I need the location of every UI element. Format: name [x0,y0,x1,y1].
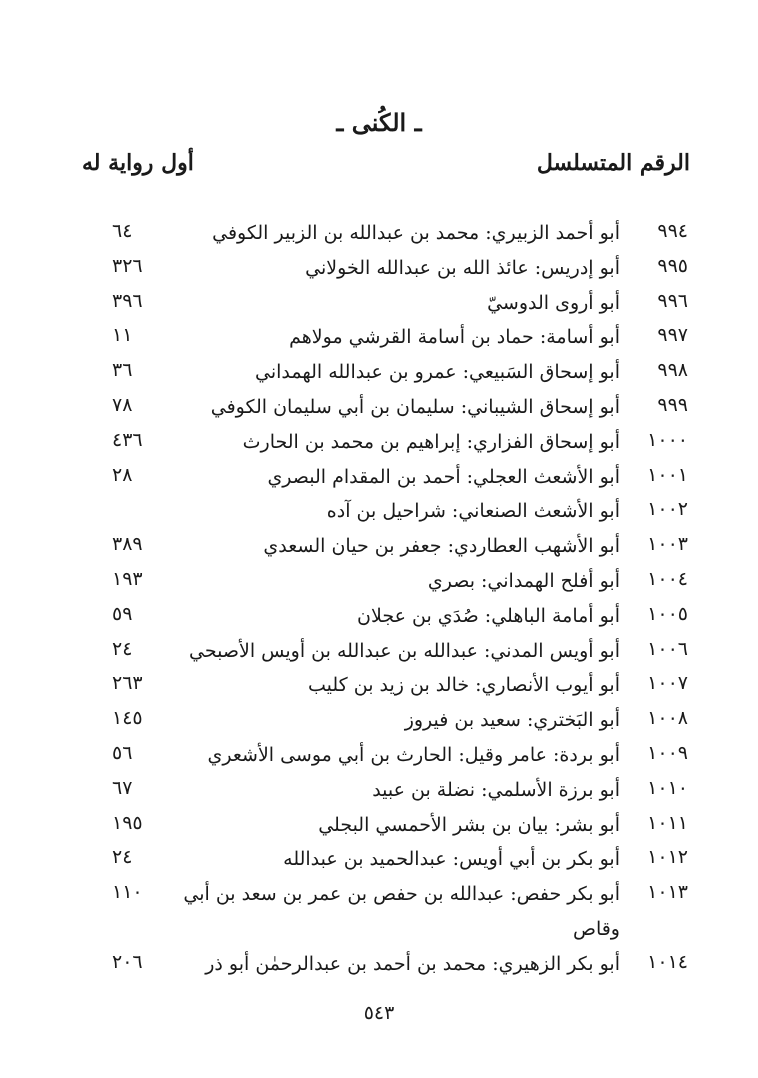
serial-number: ١٠٠٨ [647,707,688,730]
entry-name: أبو الأشعث الصنعاني: شراحيل بن آده [326,500,620,523]
first-narration-page: ١٤٥ [112,707,143,730]
serial-number: ١٠١١ [647,811,688,834]
serial-number: ١٠٠٠ [647,428,688,451]
list-item [0,773,758,808]
list-item [0,634,758,669]
list-item [0,216,758,251]
serial-number: ١٠٠١ [647,463,688,486]
serial-number: ١٠٠٦ [647,637,688,660]
list-item [0,390,758,425]
entry-name: أبو أمامة الباهلي: صُدَي بن عجلان [357,604,620,627]
list-item [0,529,758,564]
serial-number-header: الرقم المتسلسل [536,150,690,176]
first-narration-page: ٢٤ [112,637,133,660]
list-item [0,808,758,843]
entry-name: أبو الأشعث العجلي: أحمد بن المقدام البصري [267,465,620,488]
first-narration-page: ٣٦ [112,359,133,382]
serial-number: ١٠٠٩ [647,741,688,764]
first-narration-page: ٢٠٦ [112,951,143,974]
list-item [0,494,758,529]
entry-name: أبو بكر الزهيري: محمد بن أحمد بن عبدالرحمٰن أبو ذر [205,953,620,976]
list-item [0,947,758,982]
serial-number: ٩٩٨ [657,359,688,382]
entries-list [0,216,758,982]
serial-number: ١٠١٠ [647,776,688,799]
entry-name: أبو بكر حفص: عبدالله بن حفص بن عمر بن سعد بن أبي وقاص [183,883,620,941]
serial-number: ١٠٠٢ [647,498,688,521]
first-narration-page: ١٩٣ [112,567,143,590]
serial-number: ٩٩٩ [657,393,688,416]
serial-number: ٩٩٧ [657,324,688,347]
entry-name: أبو إسحاق الشيباني: سليمان بن أبي سليمان الكوفي [210,395,620,418]
entry-name: أبو برزة الأسلمي: نضلة بن عبيد [372,778,620,801]
first-narration-page: ١٩٥ [112,811,143,834]
entry-name: أبو أحمد الزبيري: محمد بن عبدالله بن الزبير الكوفي [212,222,620,244]
first-narration-page: ٦٧ [112,776,133,799]
list-item [0,460,758,495]
serial-number: ١٠١٣ [647,881,688,904]
first-narration-header: أول رواية له [82,150,194,176]
first-narration-page: ٥٦ [112,741,133,764]
first-narration-page: ٢٨ [112,463,133,486]
list-item [0,668,758,703]
first-narration-page: ٣٨٩ [112,533,143,556]
first-narration-page: ١١ [112,324,133,347]
first-narration-page: ٢٤ [112,846,133,869]
list-item [0,564,758,599]
serial-number: ٩٩٤ [657,220,688,242]
first-narration-page: ٥٩ [112,602,133,625]
list-item [0,599,758,634]
entry-name: أبو بشر: بيان بن بشر الأحمسي البجلي [318,813,620,836]
serial-number: ١٠٠٥ [647,602,688,625]
serial-number: ١٠٠٧ [647,672,688,695]
entry-name: أبو الأشهب العطاردي: جعفر بن حيان السعدي [263,535,620,558]
entry-name: أبو بكر بن أبي أويس: عبدالحميد بن عبدالله [283,848,620,871]
entry-name: أبو أسامة: حماد بن أسامة القرشي مولاهم [289,326,620,349]
entry-name: أبو إسحاق السَبيعي: عمرو بن عبدالله الهمداني [254,361,620,384]
entry-name: أبو بردة: عامر وقيل: الحارث بن أبي موسى الأشعري [207,743,620,766]
serial-number: ٩٩٥ [657,254,688,277]
list-item [0,703,758,738]
list-item [0,355,758,390]
list-item [0,738,758,773]
list-item [0,320,758,355]
serial-number: ١٠١٢ [647,846,688,869]
first-narration-page: ٣٢٦ [112,254,143,277]
entry-name: أبو البَختري: سعيد بن فيروز [404,709,620,732]
entry-name: أبو أويس المدني: عبدالله بن عبدالله بن أويس الأصبحي [189,639,620,662]
page-number: ٥٤٣ [363,1002,395,1024]
list-item [0,425,758,460]
first-narration-page: ٣٩٦ [112,289,143,312]
entry-name: أبو إسحاق الفزاري: إبراهيم بن محمد بن الحارث [242,430,620,453]
first-narration-page: ٢٦٣ [112,672,143,695]
first-narration-page: ٦٤ [112,220,133,242]
section-title: ـ الكُنى ـ [336,108,422,137]
first-narration-page: ٧٨ [112,393,133,416]
serial-number: ١٠١٤ [647,951,688,974]
serial-number: ١٠٠٣ [647,533,688,556]
list-item [0,286,758,321]
first-narration-page: ١١٠ [112,881,143,904]
list-item [0,842,758,877]
first-narration-page: ٤٣٦ [112,428,143,451]
list-item [0,251,758,286]
serial-number: ٩٩٦ [657,289,688,312]
entry-name: أبو إدريس: عائذ الله بن عبدالله الخولاني [305,256,620,279]
entry-name: أبو أيوب الأنصاري: خالد بن زيد بن كليب [307,674,620,697]
list-item [0,877,758,947]
entry-name: أبو أروى الدوسيّ [487,291,620,314]
entry-name: أبو أفلح الهمداني: بصري [427,569,620,592]
serial-number: ١٠٠٤ [647,567,688,590]
